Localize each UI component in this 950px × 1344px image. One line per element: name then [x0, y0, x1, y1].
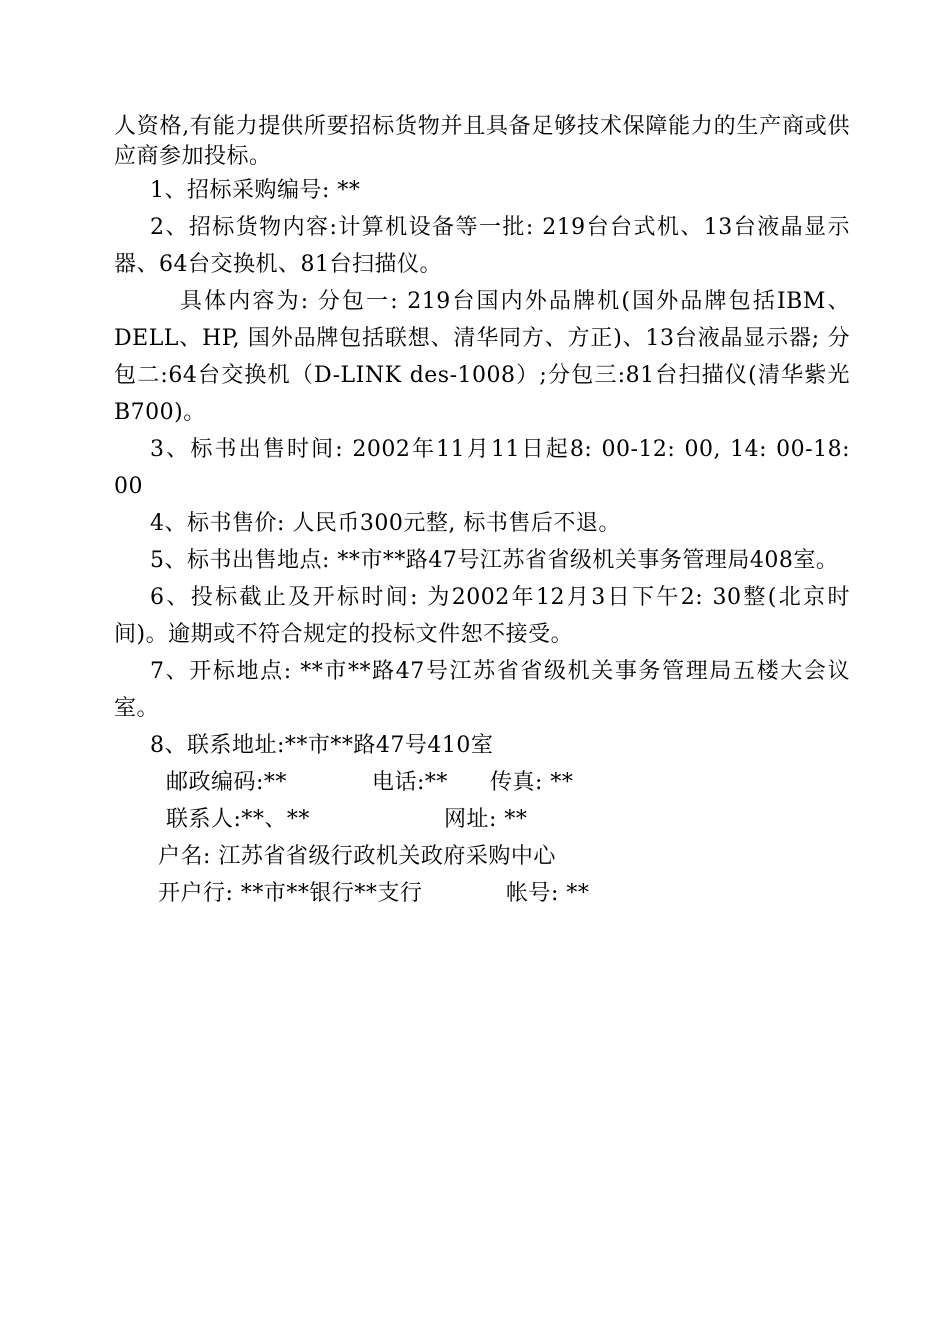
contact-row-3 [114, 838, 850, 875]
contact-row-4 [114, 875, 850, 912]
account-number-text: 帐号: ** [506, 881, 590, 906]
item-deadline: 6、投标截止及开标时间: 为2002年12月3日下午2: 30整(北京时间)。逾期或不符合规定的投标文件恕不接受。 [114, 585, 850, 647]
document-body [114, 112, 850, 912]
item-opening-location: 7、开标地点: **市**路47号江苏省省级机关事务管理局五楼大会议室。 [114, 659, 850, 721]
fax-text: 传真: ** [490, 770, 574, 795]
phone-text: 电话:** [372, 770, 448, 795]
item-sale-time: 3、标书出售时间: 2002年11月11日起8: 00-12: 00, 14: 00-18: 00 [114, 437, 850, 499]
item-sale-location: 5、标书出售地点: **市**路47号江苏省省级机关事务管理局408室。 [150, 548, 839, 573]
item-goods-content: 2、招标货物内容:计算机设备等一批: 219台台式机、13台液晶显示器、64台交换机、81台扫描仪。 [114, 215, 850, 277]
intro-paragraph: 人资格,有能力提供所要招标货物并且具备足够技术保障能力的生产商或供应商参加投标。 [114, 114, 850, 169]
item-bid-number: 1、招标采购编号: ** [150, 178, 361, 203]
item-package-details: 具体内容为: 分包一: 219台国内外品牌机(国外品牌包括IBM、DELL、HP, 国外品牌包括联想、清华同方、方正)、13台液晶显示器; 分包二:64台交换机（D-LINK des-1008）;分包三:81台扫描仪(清华紫光B700)。 [114, 289, 850, 425]
bank-text: 开户行: **市**银行**支行 [158, 881, 423, 906]
contact-row-1 [114, 764, 850, 801]
item-contact-address: 8、联系地址:**市**路47号410室 [150, 733, 494, 758]
contact-person-text: 联系人:**、** [166, 807, 310, 832]
item-price: 4、标书售价: 人民币300元整, 标书售后不退。 [150, 511, 621, 536]
account-name-text: 户名: 江苏省省级行政机关政府采购中心 [158, 844, 556, 869]
contact-row-2 [114, 801, 850, 838]
website-text: 网址: ** [444, 807, 528, 832]
postcode-text: 邮政编码:** [166, 770, 287, 795]
